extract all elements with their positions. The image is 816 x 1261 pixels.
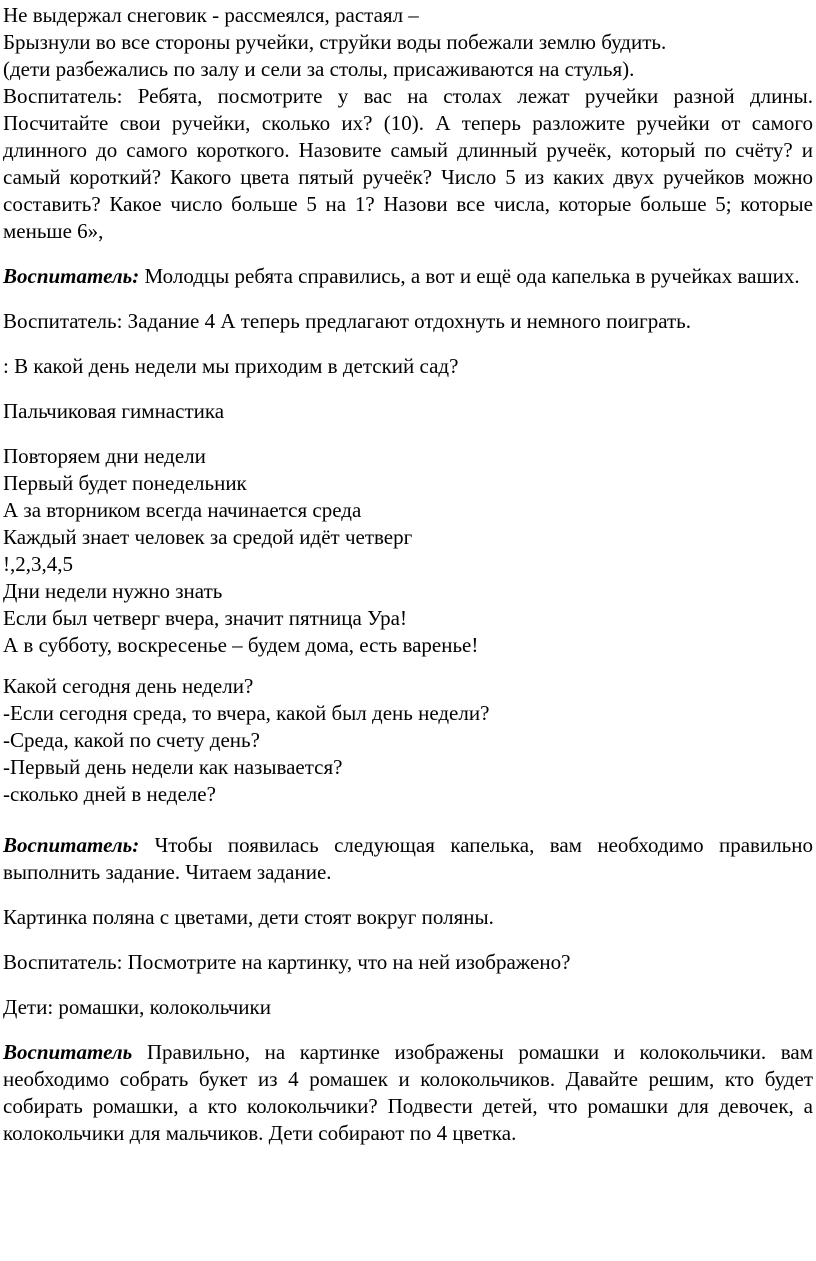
poem-line: !,2,3,4,5: [3, 552, 73, 576]
next-drop-paragraph: [3, 832, 813, 886]
gymnastics-title: Пальчиковая гимнастика: [3, 399, 225, 423]
streams-task-paragraph: Воспитатель: Ребята, посмотрите у вас на столах лежат ручейки разной длины. Посчитайте свои ручейки, сколько их? (10). А теперь разложите ручейки от самого длинного до самого короткого. Назовите самый длинный ручеёк, который по счёту? и самый короткий? Какого цвета пятый ручеёк? Число 5 из каких двух ручейков можно составить? Какое число больше 5 на 1? Назови все числа, которые больше 5; которые меньше 6»,: [3, 84, 813, 243]
next-drop-text: Чтобы появилась следующая капелька, вам необходимо правильно выполнить задание. Читаем задание.: [3, 833, 813, 884]
question-line: -сколько дней в неделе?: [3, 782, 216, 806]
question-line: Какой сегодня день недели?: [3, 674, 254, 698]
bouquet-paragraph: [3, 1039, 813, 1147]
speaker-label: Воспитатель:: [3, 833, 140, 857]
day-question-paragraph: : В какой день недели мы приходим в детский сад?: [3, 354, 459, 378]
questions-block: [3, 673, 813, 808]
children-answer-paragraph: Дети: ромашки, колокольчики: [3, 995, 271, 1019]
poem-line: Каждый знает человек за средой идёт четверг: [3, 525, 413, 549]
poem-line: Первый будет понедельник: [3, 471, 247, 495]
poem-line: Если был четверг вчера, значит пятница Ура!: [3, 606, 407, 630]
intro-line: Не выдержал снеговик - рассмеялся, растаял –: [3, 3, 419, 27]
speaker-label: Воспитатель:: [3, 264, 140, 288]
question-line: -Первый день недели как называется?: [3, 755, 343, 779]
poem-line: А за вторником всегда начинается среда: [3, 498, 362, 522]
poem-line: Дни недели нужно знать: [3, 579, 223, 603]
question-line: -Если сегодня среда, то вчера, какой был день недели?: [3, 701, 490, 725]
speaker-label: Воспитатель: [3, 1040, 133, 1064]
praise-text: Молодцы ребята справились, а вот и ещё ода капелька в ручейках ваших.: [139, 264, 800, 288]
question-line: -Среда, какой по счету день?: [3, 728, 260, 752]
document-page: [3, 2, 813, 1147]
look-picture-paragraph: Воспитатель: Посмотрите на картинку, что на ней изображено?: [3, 950, 571, 974]
poem-line: Повторяем дни недели: [3, 444, 206, 468]
poem-block: [3, 443, 813, 659]
intro-line: (дети разбежались по залу и сели за столы, присаживаются на стулья).: [3, 57, 635, 81]
bouquet-text: Правильно, на картинке изображены ромашки и колокольчики. вам необходимо собрать букет из 4 ромашек и колокольчиков. Давайте решим, кто будет собирать ромашки, а кто колокольчики? Подвести детей, что ромашки для девочек, а колокольчики для мальчиков. Дети собирают по 4 цветка.: [3, 1040, 813, 1145]
picture-description-paragraph: Картинка поляна с цветами, дети стоят вокруг поляны.: [3, 905, 494, 929]
poem-line: А в субботу, воскресенье – будем дома, есть варенье!: [3, 633, 479, 657]
praise-paragraph: [3, 263, 813, 290]
intro-block: [3, 2, 813, 83]
intro-line: Брызнули во все стороны ручейки, струйки воды побежали землю будить.: [3, 30, 667, 54]
task4-paragraph: Воспитатель: Задание 4 А теперь предлагают отдохнуть и немного поиграть.: [3, 309, 691, 333]
